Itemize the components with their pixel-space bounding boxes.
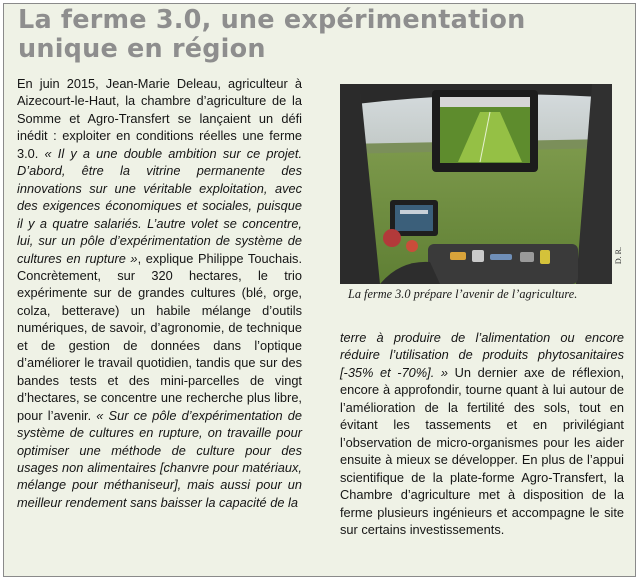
photo-credit: D. R. — [614, 247, 623, 265]
paragraph-left — [17, 75, 302, 511]
title-line-2: unique en région — [18, 34, 266, 64]
tractor-cab-illustration — [340, 84, 612, 284]
article-title — [18, 6, 618, 64]
quote-segment: terre à produire de l’alimentation ou encore réduire l’utilisation de produits phytosanitaires [-35% et -70%]. » — [340, 330, 624, 380]
quote-segment: « Il y a une double ambition sur ce projet. D’abord, être la vitrine permanente des innovations sur une véritable exploitation, avec des exigences économiques et sociales, puisque il y a quatre salariés. L’autre volet se concentre, lui, sur un pôle d’expérimentation de système de cultures en rupture » — [17, 145, 302, 266]
photo-caption: La ferme 3.0 prépare l’avenir de l’agriculture. — [348, 287, 578, 301]
body-column-right — [340, 329, 624, 538]
text-segment: Un dernier axe de réflexion, encore à approfondir, tourne quant à lui autour de l’amélioration de la fertilité des sols, tout en évitant les tassements et en privilégiant l’observation de micro-organismes pour les aider ensuite à mieux se développer. En plus de l’appui scientifique de la plate-forme Agro-Transfert, la Chambre d’agriculture met à disposition de la ferme plusieurs ingénieurs et accompagne le site sur certains investissements. — [340, 364, 625, 537]
text-segment: En juin 2015, Jean-Marie Deleau, agriculteur à Aizecourt-le-Haut, la chambre d’agriculture de la Somme et Agro-Transfert se lançaient un défi inédit : exploiter en conditions réelles une ferme 3.0. — [17, 76, 302, 161]
body-column-left — [17, 75, 302, 511]
title-line-1: La ferme 3.0, une expérimentation — [18, 5, 526, 35]
paragraph-right — [340, 329, 624, 538]
quote-segment: « Sur ce pôle d’expérimentation de système de cultures en rupture, on travaille pour optimiser une méthode de culture pour des usages non alimentaires [chanvre pour matériaux, mélange pour méthaniseur], mais aussi pour un meilleur rendement sans baisser la capacité de la — [17, 407, 302, 510]
text-segment: , explique Philippe Touchais. Concrètement, sur 320 hectares, le trio expérimente sur de grandes cultures (blé, orge, colza, betterave) un habile mélange d’outils numériques, de savoir, d’agronomie, de technique et de gestion de données dans l’optique d’améliorer le travail quotidien, tandis que sur des bandes tests et des mini-parcelles de vingt d’hectares, se concentre une recherche plus libre, pour l’avenir. — [17, 250, 302, 423]
article-photo — [340, 84, 612, 284]
